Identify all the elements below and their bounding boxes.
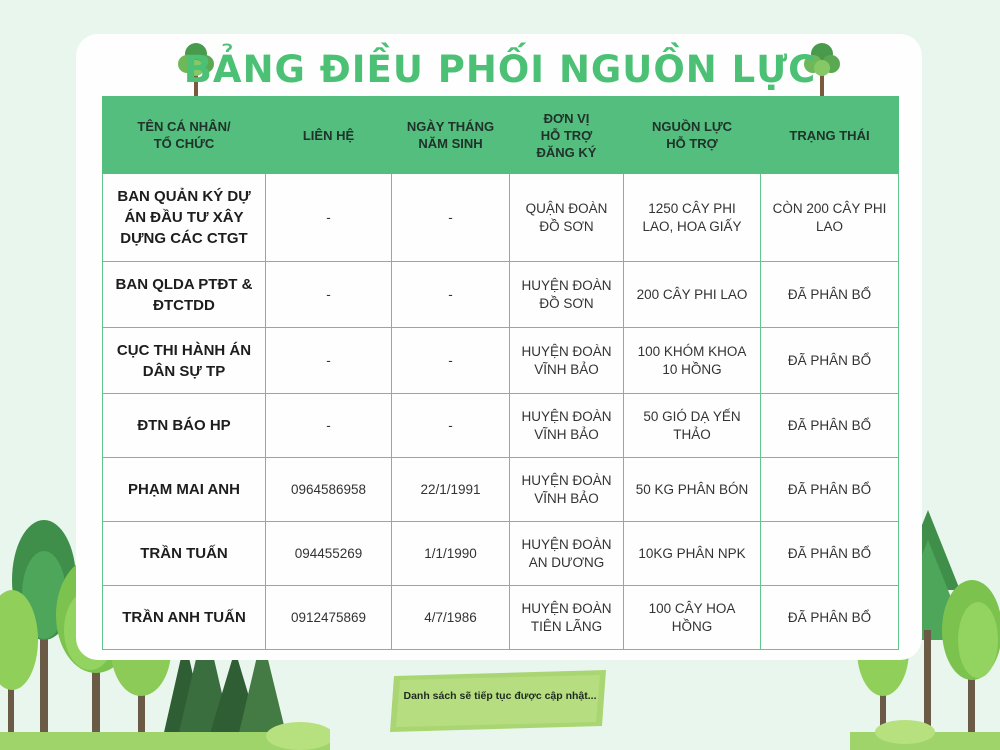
cell-contact: - — [266, 174, 392, 262]
cell-contact: 094455269 — [266, 522, 392, 586]
cell-name: BAN QLDA PTĐT & ĐTCTDD — [103, 262, 266, 328]
column-header-name: TÊN CÁ NHÂN/ TỔ CHỨC — [103, 97, 266, 174]
cell-name: CỤC THI HÀNH ÁN DÂN SỰ TP — [103, 328, 266, 394]
cell-name: BAN QUẢN KÝ DỰ ÁN ĐẦU TƯ XÂY DỰNG CÁC CTGT — [103, 174, 266, 262]
cell-status: ĐÃ PHÂN BỔ — [761, 394, 899, 458]
cell-status: ĐÃ PHÂN BỔ — [761, 522, 899, 586]
table-row — [103, 586, 899, 650]
column-header-birth: NGÀY THÁNG NĂM SINH — [392, 97, 510, 174]
table-row — [103, 262, 899, 328]
cell-contact: - — [266, 262, 392, 328]
cell-status: CÒN 200 CÂY PHI LAO — [761, 174, 899, 262]
table-row — [103, 394, 899, 458]
cell-unit: HUYỆN ĐOÀN VĨNH BẢO — [510, 328, 624, 394]
cell-resource: 50 KG PHÂN BÓN — [624, 458, 761, 522]
cell-unit: HUYỆN ĐOÀN TIÊN LÃNG — [510, 586, 624, 650]
cell-contact: - — [266, 394, 392, 458]
table-row — [103, 328, 899, 394]
cell-contact: - — [266, 328, 392, 394]
cell-birth: - — [392, 394, 510, 458]
cell-unit: HUYỆN ĐOÀN ĐỒ SƠN — [510, 262, 624, 328]
cell-name: ĐTN BÁO HP — [103, 394, 266, 458]
table-row — [103, 458, 899, 522]
table-row — [103, 174, 899, 262]
column-header-unit: ĐƠN VỊ HỖ TRỢ ĐĂNG KÝ — [510, 97, 624, 174]
table-header-row — [103, 97, 899, 174]
cell-resource: 100 CÂY HOA HỒNG — [624, 586, 761, 650]
cell-status: ĐÃ PHÂN BỔ — [761, 586, 899, 650]
cell-resource: 1250 CÂY PHI LAO, HOA GIẤY — [624, 174, 761, 262]
cell-status: ĐÃ PHÂN BỔ — [761, 328, 899, 394]
cell-birth: - — [392, 328, 510, 394]
column-header-status: TRẠNG THÁI — [761, 97, 899, 174]
cell-contact: 0964586958 — [266, 458, 392, 522]
cell-status: ĐÃ PHÂN BỔ — [761, 262, 899, 328]
table-row — [103, 522, 899, 586]
cell-resource: 10KG PHÂN NPK — [624, 522, 761, 586]
cell-birth: 22/1/1991 — [392, 458, 510, 522]
cell-birth: 4/7/1986 — [392, 586, 510, 650]
cell-unit: QUẬN ĐOÀN ĐỒ SƠN — [510, 174, 624, 262]
cell-birth: - — [392, 262, 510, 328]
cell-contact: 0912475869 — [266, 586, 392, 650]
cell-status: ĐÃ PHÂN BỔ — [761, 458, 899, 522]
page-title: BẢNG ĐIỀU PHỐI NGUỒN LỰC — [183, 48, 817, 91]
cell-resource: 50 GIÓ DẠ YẾN THẢO — [624, 394, 761, 458]
cell-birth: - — [392, 174, 510, 262]
cell-name: PHẠM MAI ANH — [103, 458, 266, 522]
cell-name: TRẦN ANH TUẤN — [103, 586, 266, 650]
cell-birth: 1/1/1990 — [392, 522, 510, 586]
resource-table — [102, 96, 899, 650]
cell-unit: HUYỆN ĐOÀN VĨNH BẢO — [510, 394, 624, 458]
column-header-resource: NGUỒN LỰC HỖ TRỢ — [624, 97, 761, 174]
cell-resource: 200 CÂY PHI LAO — [624, 262, 761, 328]
cell-unit: HUYỆN ĐOÀN VĨNH BẢO — [510, 458, 624, 522]
cell-unit: HUYỆN ĐOÀN AN DƯƠNG — [510, 522, 624, 586]
footer-note: Danh sách sẽ tiếp tục được cập nhật... — [403, 690, 597, 702]
cell-name: TRẦN TUẤN — [103, 522, 266, 586]
column-header-contact: LIÊN HỆ — [266, 97, 392, 174]
cell-resource: 100 KHÓM KHOA 10 HỒNG — [624, 328, 761, 394]
